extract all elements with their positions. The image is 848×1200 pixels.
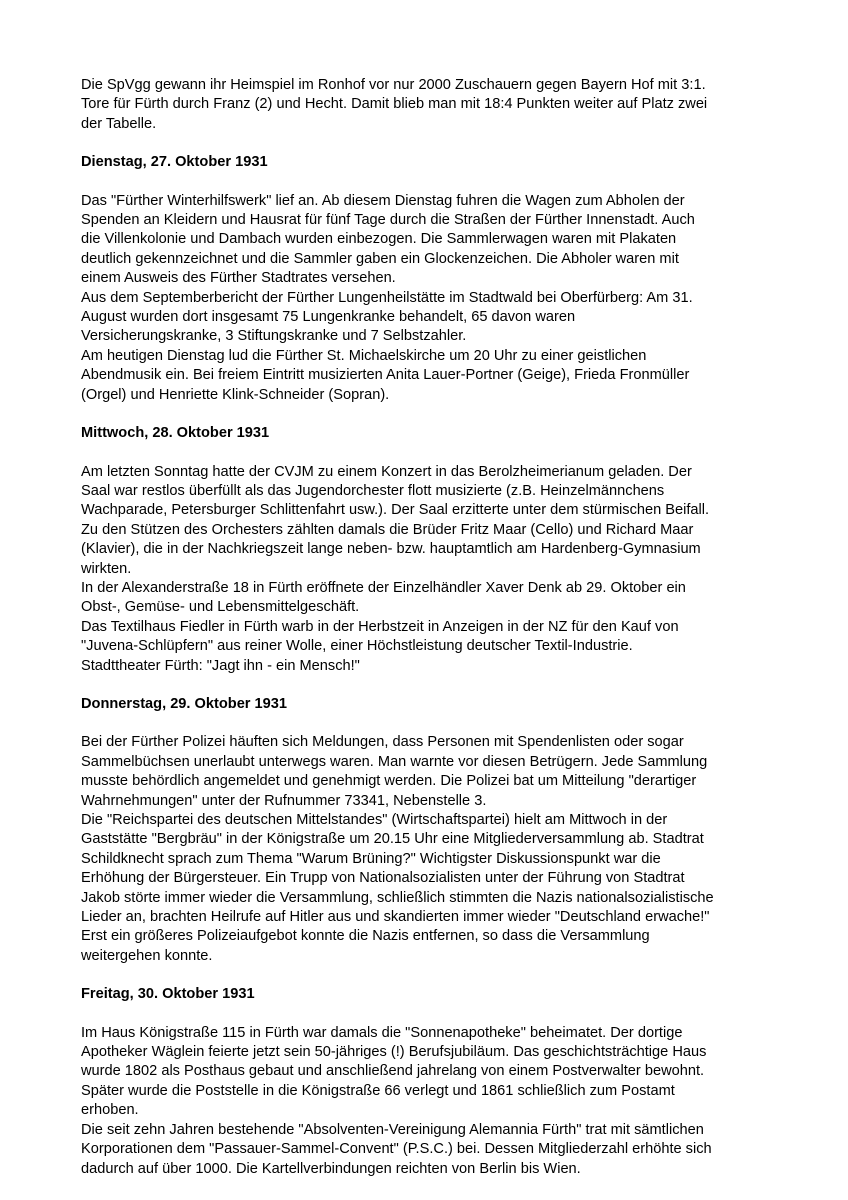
text-line: Schildknecht sprach zum Thema "Warum Brüning?" Wichtigster Diskussionspunkt war die [81,850,661,867]
text-line: Das "Fürther Winterhilfswerk" lief an. Ab diesem Dienstag fuhren die Wagen zum Abholen der [81,192,685,209]
text-line: der Tabelle. [81,115,157,132]
text-line: Saal war restlos überfüllt als das Jugendorchester flott musizierte (z.B. Heinzelmännchens [81,482,665,499]
text-line: einem Ausweis des Fürther Stadtrates versehen. [81,270,396,287]
section-heading: Dienstag, 27. Oktober 1931 [81,154,268,171]
section-body [81,733,771,966]
text-line: Erst ein größeres Polizeiaufgebot konnte die Nazis entfernen, so dass die Versammlung [81,928,650,945]
text-line: (Klavier), die in der Nachkriegszeit lange neben- bzw. hauptamtlich am Hardenberg-Gymnasium [81,541,701,558]
text-line: Tore für Fürth durch Franz (2) und Hecht. Damit blieb man mit 18:4 Punkten weiter auf Platz zwei [81,96,708,113]
text-line: Später wurde die Poststelle in die Königstraße 66 verlegt und 1861 schließlich zum Postamt [81,1082,675,1099]
text-line: Stadttheater Fürth: "Jagt ihn - ein Mensch!" [81,657,360,674]
text-line: Die "Reichspartei des deutschen Mittelstandes" (Wirtschaftspartei) hielt am Mittwoch in der [81,812,668,828]
text-line: Aus dem Septemberbericht der Fürther Lungenheilstätte im Stadtwald bei Oberfürberg: Am 31. [81,289,693,306]
text-line: August wurden dort insgesamt 75 Lungenkranke behandelt, 65 davon waren [81,309,576,326]
text-line: Versicherungskranke, 3 Stiftungskranke und 7 Selbstzahler. [81,328,467,345]
text-line: wirkten. [81,560,132,577]
text-line: Am heutigen Dienstag lud die Fürther St. Michaelskirche um 20 Uhr zu einer geistlichen [81,347,647,364]
section-heading: Donnerstag, 29. Oktober 1931 [81,695,288,712]
text-line: In der Alexanderstraße 18 in Fürth eröffnete der Einzelhändler Xaver Denk ab 29. Oktober ein [81,579,686,596]
text-line: Die seit zehn Jahren bestehende "Absolventen-Vereinigung Alemannia Fürth" trat mit sämtlichen [81,1121,704,1138]
document-page [81,76,771,1179]
text-line: "Juvena-Schlüpfern" aus reiner Wolle, einer Höchstleistung deutscher Textil-Industrie. [81,638,633,655]
text-line: Gaststätte "Bergbräu" in der Königstraße um 20.15 Uhr eine Mitgliederversammlung ab. Stadtrat [81,831,704,848]
text-line: Zu den Stützen des Orchesters zählten damals die Brüder Fritz Maar (Cello) und Richard Maar [81,521,694,538]
day-section-friday [81,985,771,1179]
day-section-tuesday [81,153,771,405]
text-line: deutlich gekennzeichnet und die Sammler gaben ein Glockenzeichen. Die Abholer waren mit [81,250,679,267]
intro-paragraph [81,76,771,134]
text-line: Abendmusik ein. Bei freiem Eintritt musizierten Anita Lauer-Portner (Geige), Frieda Fronmüller [81,367,690,384]
section-heading: Freitag, 30. Oktober 1931 [81,986,255,1003]
day-section-wednesday [81,424,771,676]
text-line: Wahrnehmungen" unter der Rufnummer 73341, Nebenstelle 3. [81,792,487,809]
text-line: Bei der Fürther Polizei häuften sich Meldungen, dass Personen mit Spendenlisten oder sogar [81,734,684,751]
text-line: musste behördlich angemeldet und genehmigt werden. Die Polizei bat um Mitteilung "derartiger [81,773,697,790]
text-line: Lieder an, brachten Heilrufe auf Hitler aus und skandierten immer wieder "Deutschland erwache!" [81,909,710,926]
section-body [81,1024,771,1179]
text-line: wurde 1802 als Posthaus gebaut und anschließend jahrelang von einem Postverwalter bewohnt. [81,1063,705,1080]
text-line: (Orgel) und Henriette Klink-Schneider (Sopran). [81,386,390,403]
text-line: Am letzten Sonntag hatte der CVJM zu einem Konzert in das Berolzheimerianum geladen. Der [81,463,692,480]
text-line: Sammelbüchsen unerlaubt unterwegs waren. Man warnte vor diesen Betrügern. Jede Sammlung [81,753,708,770]
day-section-thursday [81,695,771,966]
section-heading: Mittwoch, 28. Oktober 1931 [81,425,270,442]
text-line: die Villenkolonie und Dambach wurden einbezogen. Die Sammlerwagen waren mit Plakaten [81,231,677,248]
text-line: dadurch auf über 1000. Die Kartellverbindungen reichten von Berlin bis Wien. [81,1160,581,1177]
text-line: erhoben. [81,1102,139,1119]
text-line: Obst-, Gemüse- und Lebensmittelgeschäft. [81,599,360,616]
text-line: Wachparade, Petersburger Schlittenfahrt usw.). Der Saal erzitterte unter dem stürmischen Beifall. [81,502,710,519]
text-line: Erhöhung der Bürgersteuer. Ein Trupp von Nationalsozialisten unter der Führung von Stadtrat [81,870,685,887]
section-body [81,192,771,405]
text-line: Jakob störte immer wieder die Versammlung, schließlich stimmten die Nazis nationalsozialistische [81,889,714,906]
text-line: Im Haus Königstraße 115 in Fürth war damals die "Sonnenapotheke" beheimatet. Der dortige [81,1024,683,1041]
text-line: Spenden an Kleidern und Hausrat für fünf Tage durch die Straßen der Fürther Innenstadt. Auch [81,212,695,229]
text-line: Die SpVgg gewann ihr Heimspiel im Ronhof vor nur 2000 Zuschauern gegen Bayern Hof mit 3:1. [81,77,706,93]
text-line: Apotheker Wäglein feierte jetzt sein 50-jähriges (!) Berufsjubiläum. Das geschichtsträchtige Haus [81,1044,707,1061]
text-line: Das Textilhaus Fiedler in Fürth warb in der Herbstzeit in Anzeigen in der NZ für den Kauf von [81,618,679,635]
text-line: weitergehen konnte. [81,947,213,964]
text-line: Korporationen dem "Passauer-Sammel-Convent" (P.S.C.) bei. Dessen Mitgliederzahl erhöhte sich [81,1141,712,1158]
section-body [81,463,771,676]
